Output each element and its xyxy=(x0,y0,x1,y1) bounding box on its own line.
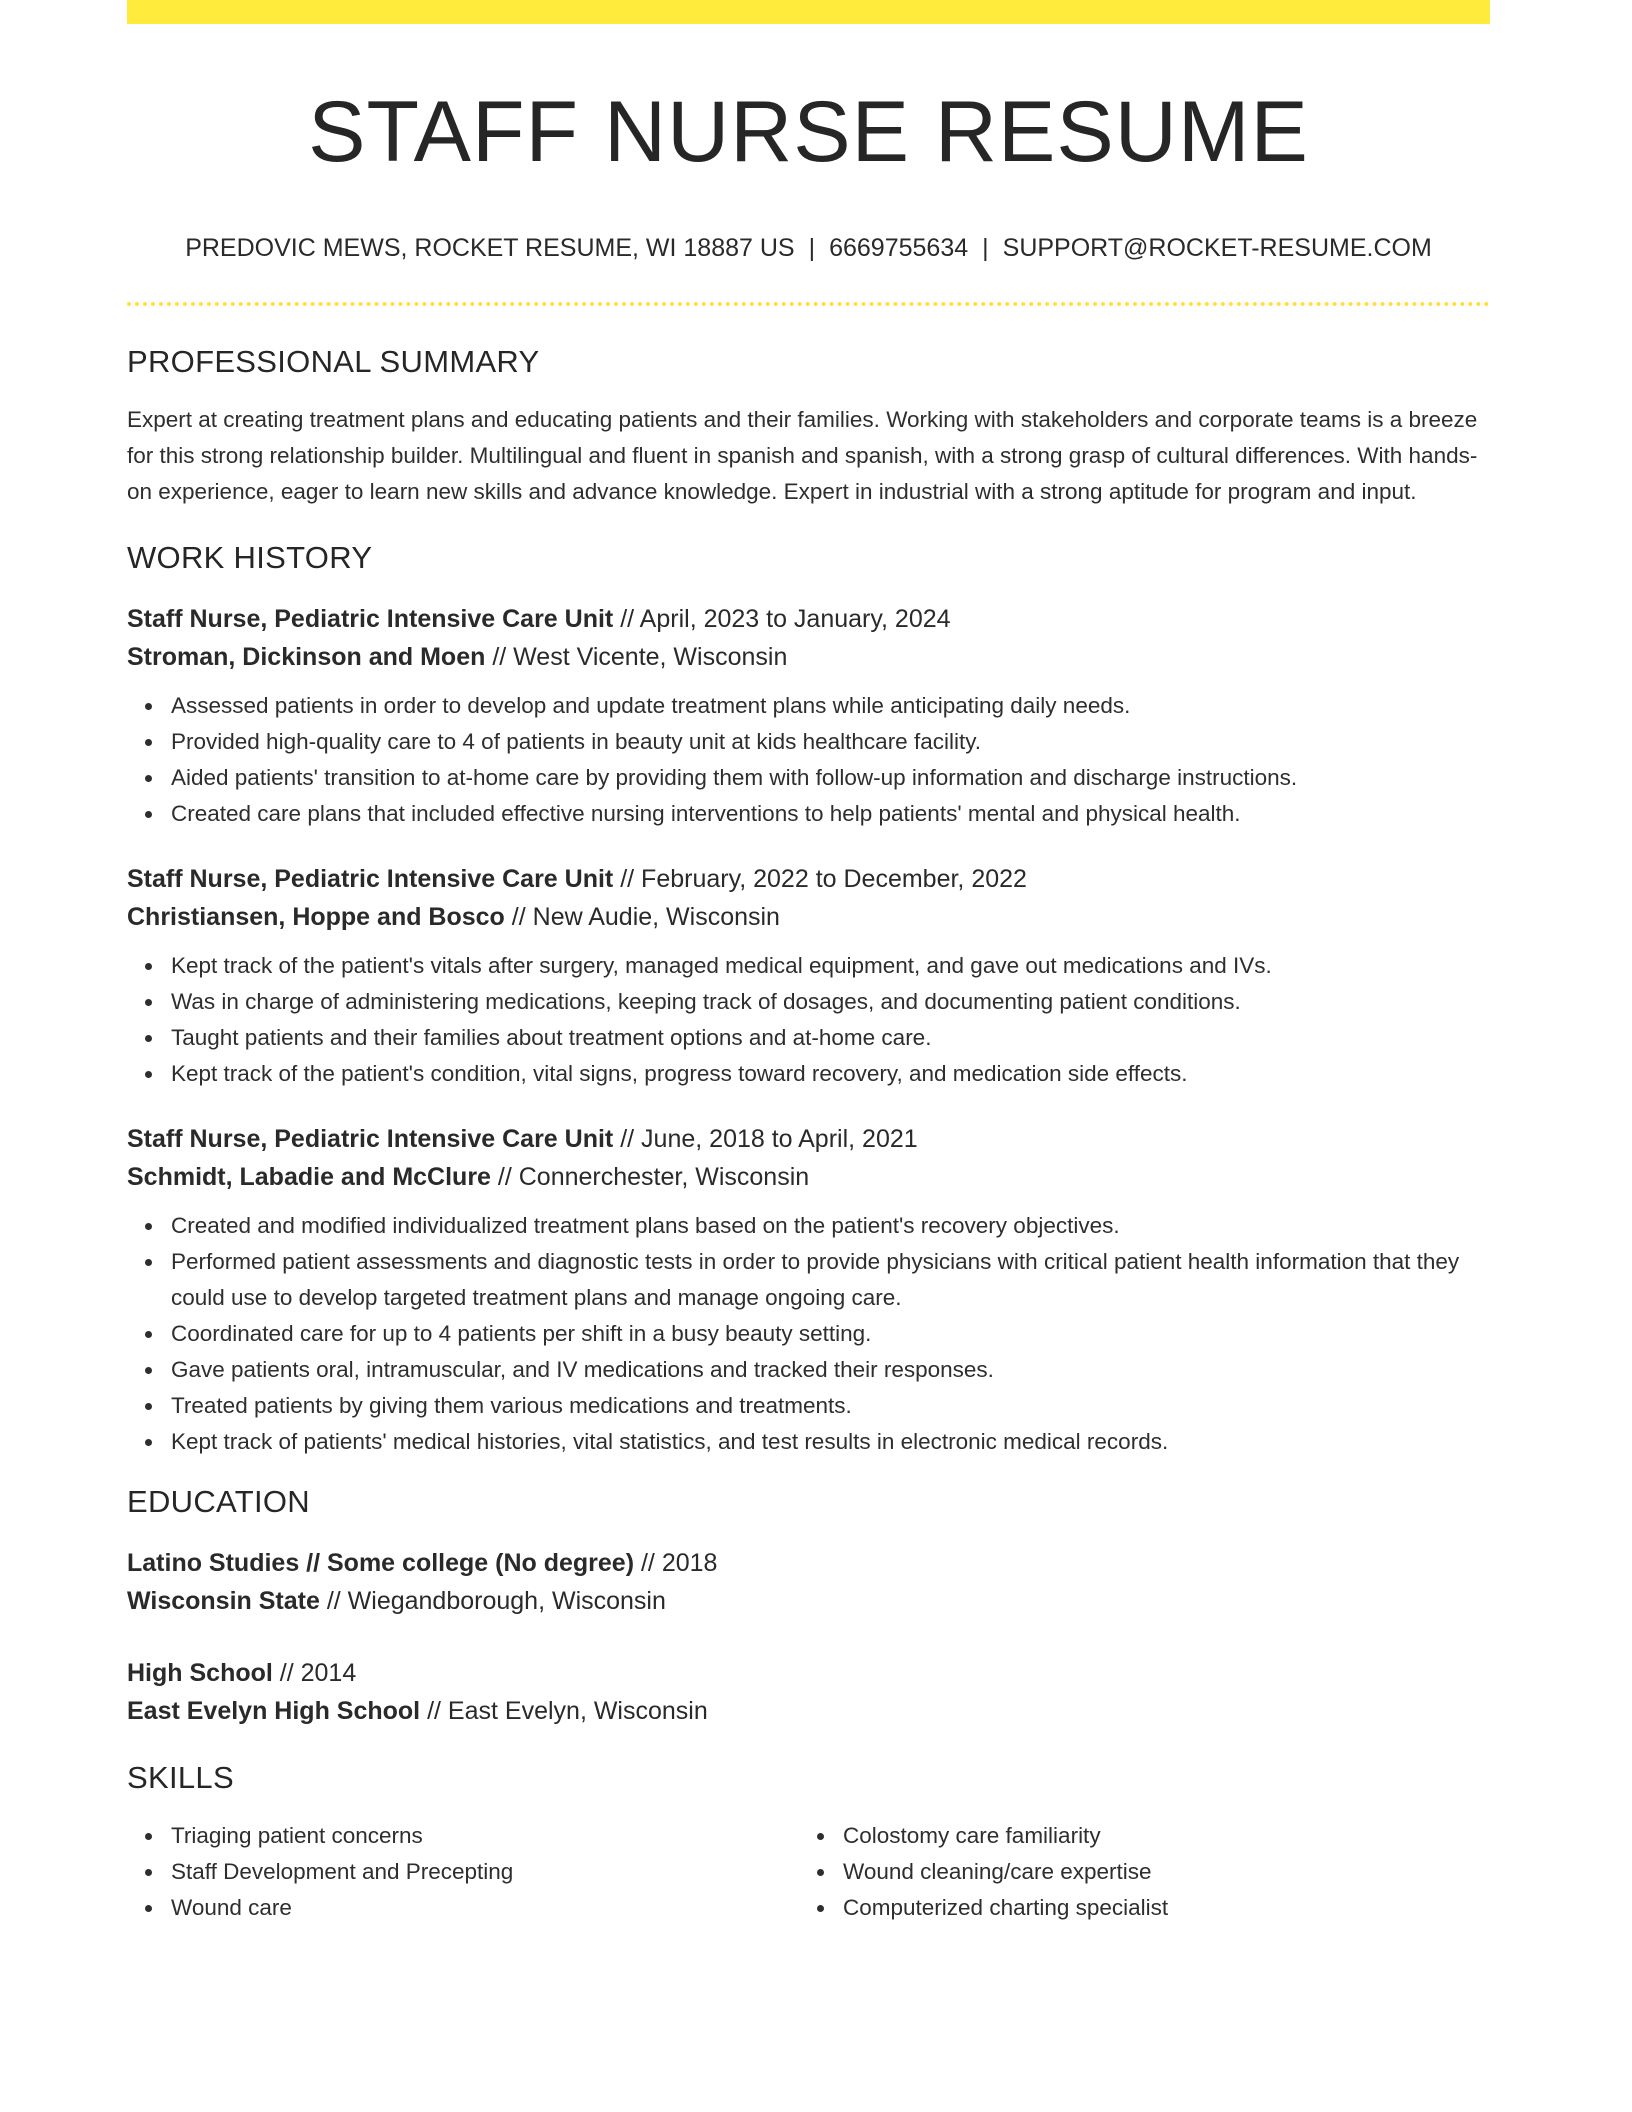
education-location: // East Evelyn, Wisconsin xyxy=(427,1697,708,1725)
dotted-divider xyxy=(127,302,1490,306)
work-history-section xyxy=(127,538,1490,1460)
summary-section xyxy=(127,342,1490,510)
education-degree-line xyxy=(127,1654,1490,1692)
job-dates: // April, 2023 to January, 2024 xyxy=(620,605,951,633)
education-location: // Wiegandborough, Wisconsin xyxy=(326,1587,666,1615)
job-role: Staff Nurse, Pediatric Intensive Care Unit xyxy=(127,605,614,633)
job-bullet: Coordinated care for up to 4 patients per shift in a busy beauty setting. xyxy=(171,1316,1490,1352)
skill-item: Colostomy care familiarity xyxy=(843,1818,1443,1854)
job-role: Staff Nurse, Pediatric Intensive Care Unit xyxy=(127,865,614,893)
contact-phone: 6669755634 xyxy=(829,234,969,262)
section-title-summary: PROFESSIONAL SUMMARY xyxy=(127,344,540,379)
job-entry xyxy=(127,1120,1490,1460)
job-bullet: Was in charge of administering medications, keeping track of dosages, and documenting patient conditions. xyxy=(171,984,1490,1020)
job-bullets xyxy=(127,688,1490,832)
job-bullet: Performed patient assessments and diagnostic tests in order to provide physicians with critical patient health information that they could use to develop targeted treatment plans and manage ongoing care. xyxy=(171,1244,1490,1316)
job-bullet: Kept track of patients' medical histories, vital statistics, and test results in electronic medical records. xyxy=(171,1424,1490,1460)
education-school: Wisconsin State xyxy=(127,1587,320,1615)
job-employer-line xyxy=(127,1158,1490,1196)
skills-section xyxy=(127,1758,1490,1926)
job-bullet: Kept track of the patient's vitals after surgery, managed medical equipment, and gave out medications and IVs. xyxy=(171,948,1490,984)
skills-columns xyxy=(127,1818,1490,1926)
job-role-line xyxy=(127,600,1490,638)
job-employer-line xyxy=(127,638,1490,676)
job-bullet: Kept track of the patient's condition, vital signs, progress toward recovery, and medication side effects. xyxy=(171,1056,1490,1092)
section-title-skills: SKILLS xyxy=(127,1760,234,1795)
job-bullets xyxy=(127,948,1490,1092)
resume-title: STAFF NURSE RESUME xyxy=(308,84,1309,180)
skill-item: Triaging patient concerns xyxy=(171,1818,799,1854)
education-entry xyxy=(127,1544,1490,1620)
education-degree: High School xyxy=(127,1659,273,1687)
job-bullet: Taught patients and their families about treatment options and at-home care. xyxy=(171,1020,1490,1056)
job-dates: // June, 2018 to April, 2021 xyxy=(620,1125,918,1153)
job-entry xyxy=(127,600,1490,832)
education-entry xyxy=(127,1654,1490,1730)
resume-content xyxy=(127,0,1490,1926)
job-role-line xyxy=(127,860,1490,898)
job-role: Staff Nurse, Pediatric Intensive Care Unit xyxy=(127,1125,614,1153)
job-entry xyxy=(127,860,1490,1092)
skill-item: Wound cleaning/care expertise xyxy=(843,1854,1443,1890)
education-year: // 2014 xyxy=(279,1659,357,1687)
contact-separator: | xyxy=(808,234,816,262)
job-dates: // February, 2022 to December, 2022 xyxy=(620,865,1027,893)
education-school-line xyxy=(127,1582,1490,1620)
job-location: // West Vicente, Wisconsin xyxy=(492,643,788,671)
contact-separator: | xyxy=(982,234,989,262)
job-location: // New Audie, Wisconsin xyxy=(511,903,780,931)
education-school: East Evelyn High School xyxy=(127,1697,421,1725)
job-role-line xyxy=(127,1120,1490,1158)
skill-item: Staff Development and Precepting xyxy=(171,1854,799,1890)
job-bullet: Assessed patients in order to develop and update treatment plans while anticipating daily needs. xyxy=(171,688,1490,724)
education-degree: Latino Studies // Some college (No degree) xyxy=(127,1549,635,1577)
education-degree-line xyxy=(127,1544,1490,1582)
education-school-line xyxy=(127,1692,1490,1730)
job-employer: Schmidt, Labadie and McClure xyxy=(127,1163,491,1191)
skill-item: Computerized charting specialist xyxy=(843,1890,1443,1926)
section-title-work-history: WORK HISTORY xyxy=(127,540,373,575)
contact-address: PREDOVIC MEWS, ROCKET RESUME, WI 18887 US xyxy=(185,234,795,262)
education-section xyxy=(127,1482,1490,1730)
job-location: // Connerchester, Wisconsin xyxy=(497,1163,810,1191)
job-bullets xyxy=(127,1208,1490,1460)
job-bullet: Provided high-quality care to 4 of patients in beauty unit at kids healthcare facility. xyxy=(171,724,1490,760)
job-bullet: Created care plans that included effective nursing interventions to help patients' mental and physical health. xyxy=(171,796,1490,832)
job-employer: Christiansen, Hoppe and Bosco xyxy=(127,903,505,931)
summary-text: Expert at creating treatment plans and educating patients and their families. Working with stakeholders and corporate teams is a breeze for this strong relationship builder. Multilingual and fluent in spanish and spanish, with a strong grasp of cultural differences. With hands-on experience, eager to learn new skills and advance knowledge. Expert in industrial with a strong aptitude for program and input. xyxy=(127,407,1478,504)
skill-item: Wound care xyxy=(171,1890,799,1926)
skills-list-left xyxy=(127,1818,799,1926)
job-bullet: Treated patients by giving them various medications and treatments. xyxy=(171,1388,1490,1424)
job-bullet: Gave patients oral, intramuscular, and IV medications and tracked their responses. xyxy=(171,1352,1490,1388)
job-employer: Stroman, Dickinson and Moen xyxy=(127,643,486,671)
section-title-education: EDUCATION xyxy=(127,1484,310,1519)
job-bullet: Created and modified individualized treatment plans based on the patient's recovery objectives. xyxy=(171,1208,1490,1244)
job-bullet: Aided patients' transition to at-home care by providing them with follow-up information and discharge instructions. xyxy=(171,760,1490,796)
job-employer-line xyxy=(127,898,1490,936)
contact-line xyxy=(127,232,1490,264)
education-year: // 2018 xyxy=(640,1549,718,1577)
contact-email: SUPPORT@ROCKET-RESUME.COM xyxy=(1002,234,1432,262)
skills-list-right xyxy=(799,1818,1443,1926)
